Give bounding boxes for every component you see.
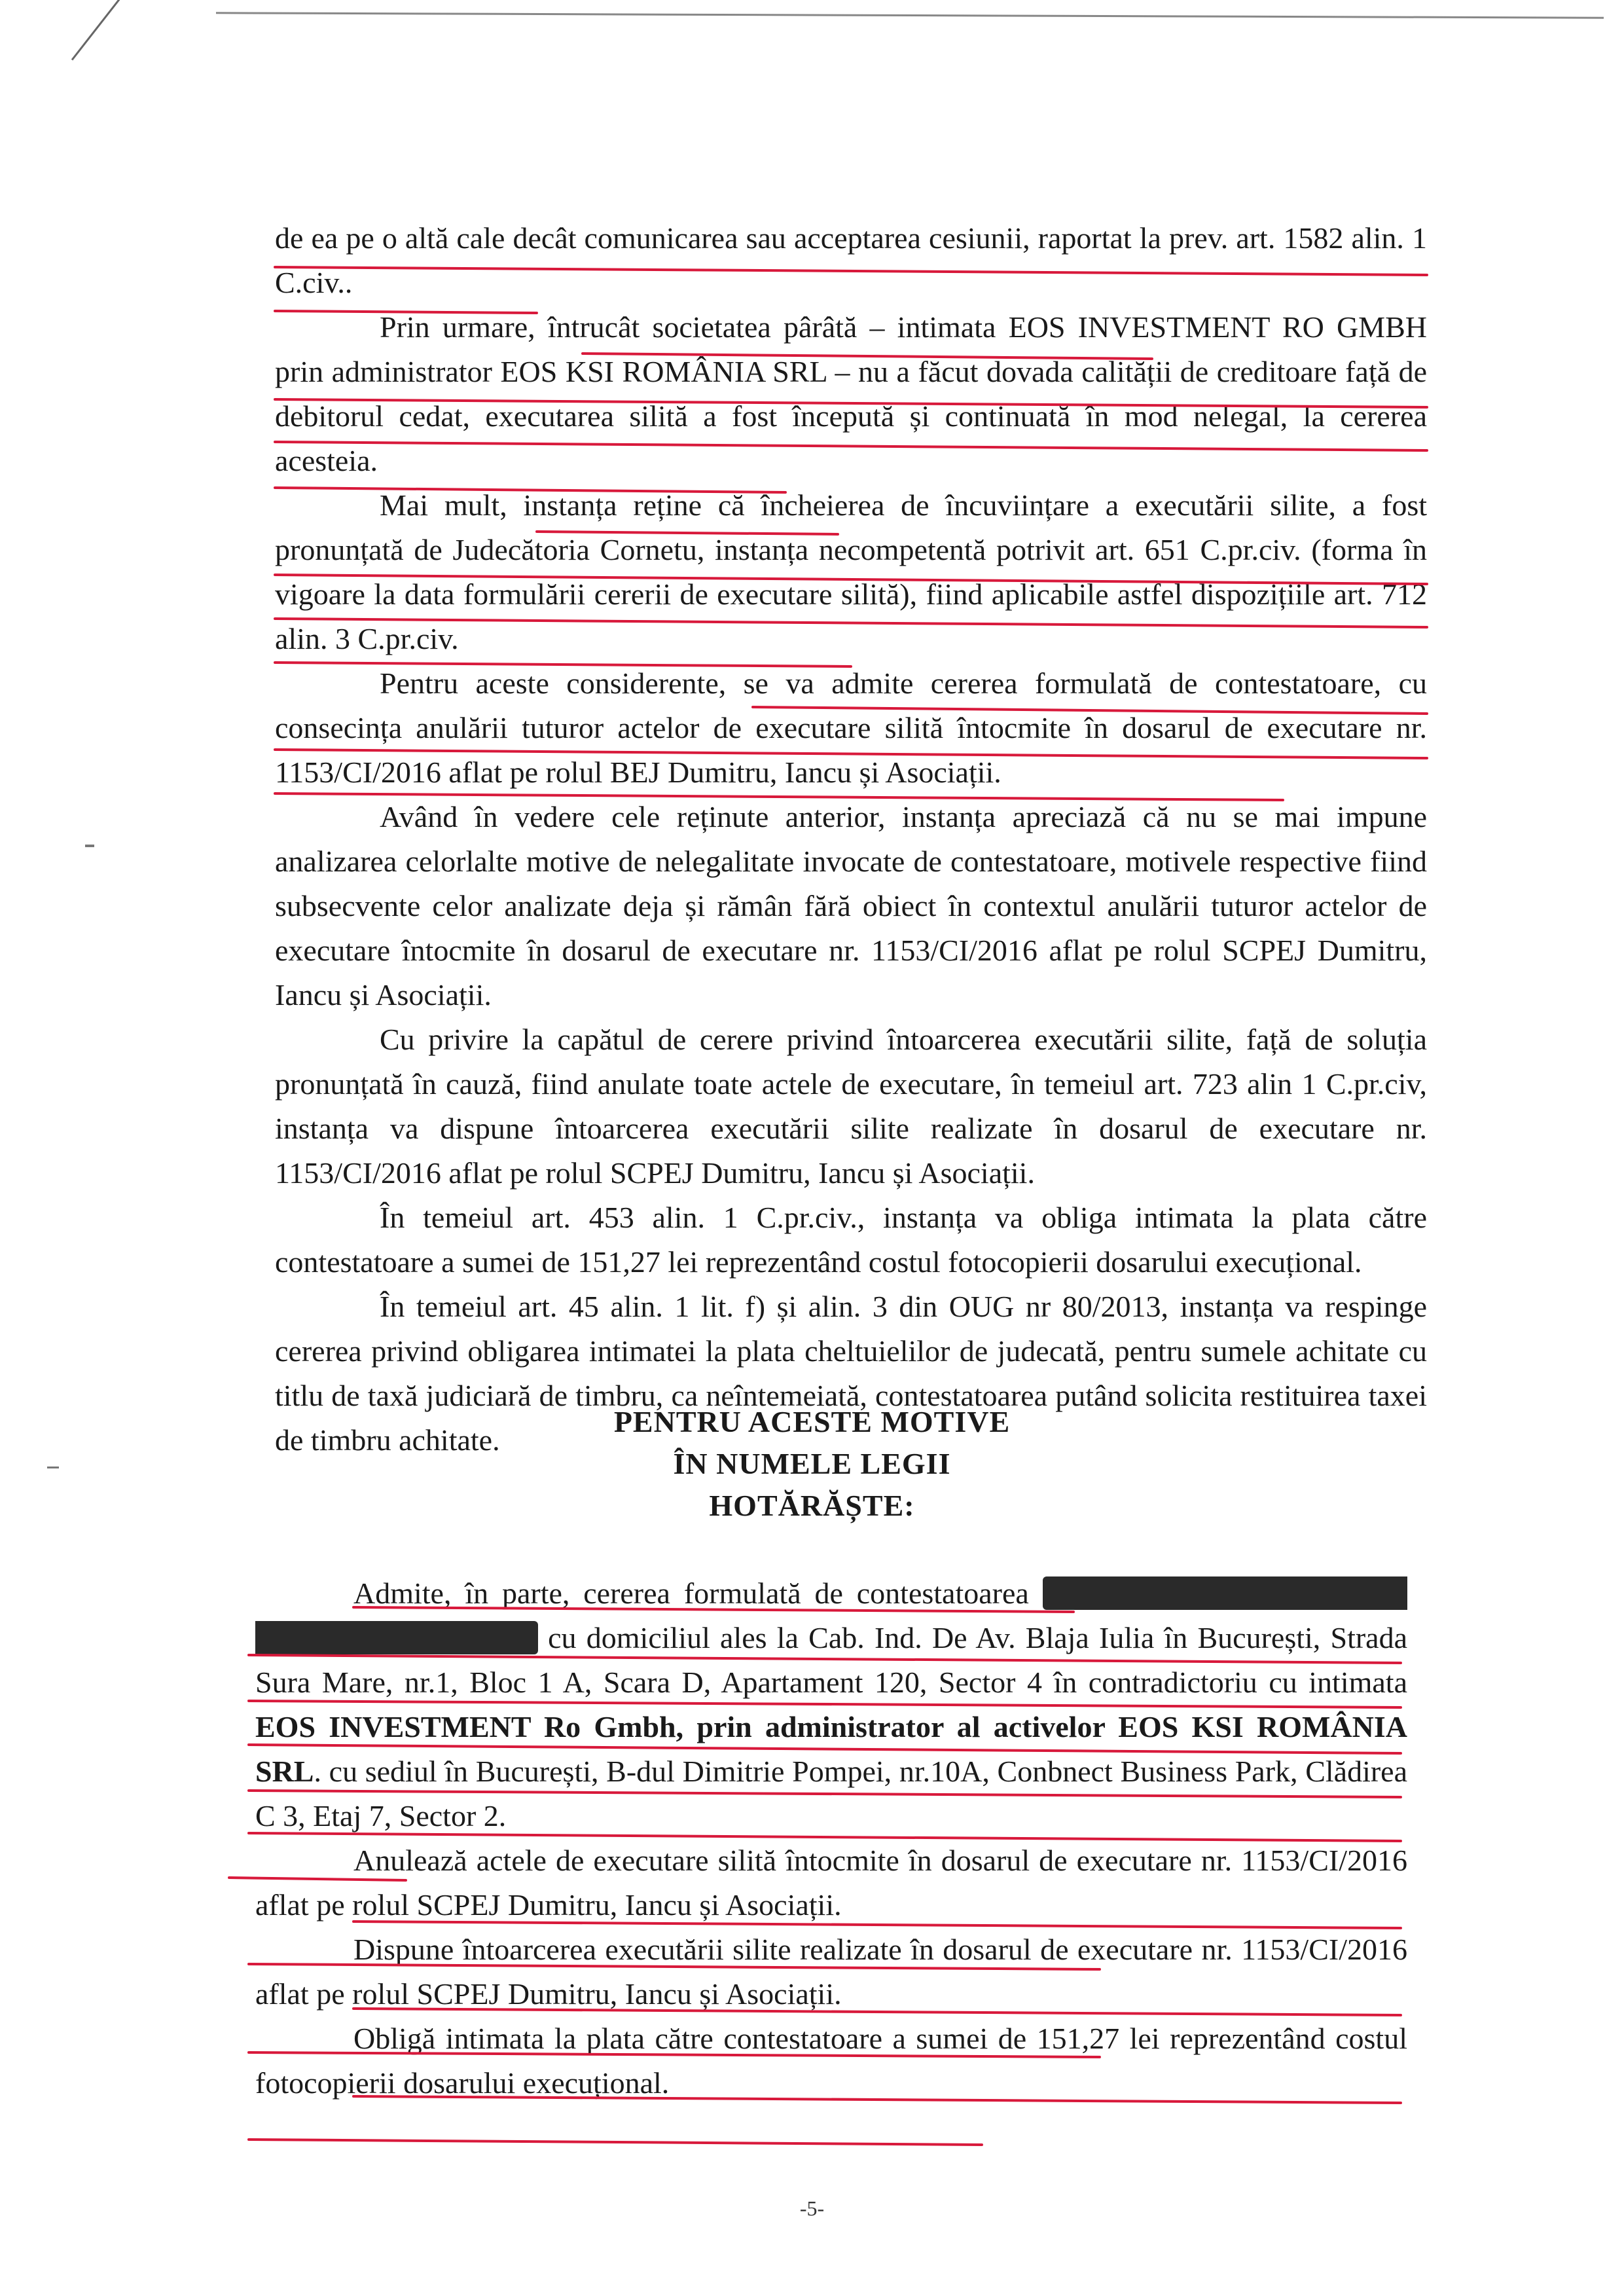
intimata-name: EOS INVESTMENT Ro Gmbh, prin administrator al activelor EOS KSI ROMÂNIA SRL: [255, 1710, 1407, 1788]
page-number: -5-: [799, 2196, 825, 2220]
admite-end: . cu sediul în București, B-dul Dimitrie Pompei, nr.10A, Conbnect Business Park, Clădirea C 3, Etaj 7, Sector 2.: [255, 1755, 1407, 1832]
admite-paragraph: [255, 1571, 1407, 1838]
admite-mid: cu domiciliul ales la Cab. Ind. De Av. Blaja Iulia în București, Strada Sura Mare, nr.1, Bloc 1 A, Scara D, Apartament 120, Sector 4 în contradictoriu cu intimata: [255, 1621, 1408, 1699]
paragraph: de ea pe o altă cale decât comunicarea sau acceptarea cesiunii, raportat la prev. art. 1582 alin. 1 C.civ..: [275, 221, 1427, 299]
dispune-paragraph: Dispune întoarcerea executării silite realizate în dosarul de executare nr. 1153/CI/2016 aflat pe rolul SCPEJ Dumitru, Iancu și Asociații.: [255, 1933, 1407, 2011]
paragraph: Cu privire la capătul de cerere privind întoarcerea executării silite, față de soluția pronunțată în cauză, fiind anulate toate actele de executare, în temeiul art. 723 alin 1 C.pr.civ, instanța va dispune întoarcerea executării silite realizate în dosarul de executare nr. 1153/CI/2016 aflat pe rolul SCPEJ Dumitru, Iancu și Asociații.: [275, 1023, 1427, 1190]
paragraph: Mai mult, instanța reține că încheierea de încuviințare a executării silite, a fost pronunțată de Judecătoria Cornetu, instanța necompetentă potrivit art. 651 C.pr.civ. (forma în vigoare la data formulării cererii de executare silită), fiind aplicabile astfel dispozițiile art. 712 alin. 3 C.pr.civ.: [275, 488, 1427, 655]
heading-line: ÎN NUMELE LEGII: [673, 1447, 951, 1480]
anuleaza-paragraph: Anulează actele de executare silită întocmite în dosarul de executare nr. 1153/CI/2016 aflat pe rolul SCPEJ Dumitru, Iancu și Asociații.: [255, 1844, 1407, 1922]
dispositive-section: [255, 1571, 1407, 2105]
paragraph: Prin urmare, întrucât societatea pârâtă – intimata EOS INVESTMENT RO GMBH prin administrator EOS KSI ROMÂNIA SRL – nu a făcut dovada calității de creditoare față de debitorul cedat, executarea silită a fost începută și continuată în mod nelegal, la cererea acesteia.: [275, 310, 1427, 477]
ruling-heading: [0, 1401, 1624, 1527]
scan-dot: [85, 845, 94, 847]
scan-edge-line: [216, 12, 1604, 18]
paragraph: Având în vedere cele reținute anterior, instanța apreciază că nu se mai impune analizarea celorlalte motive de nelegalitate invocate de contestatoare, motivele respective fiind subsecvente celor analizate deja și rămân fără obiect în contextul anulării tuturor actelor de executare întocmite în dosarul de executare nr. 1153/CI/2016 aflat pe rolul SCPEJ Dumitru, Iancu și Asociații.: [275, 800, 1427, 1011]
admite-start: Admite, în parte, cererea formulată de contestatoarea: [353, 1576, 1029, 1610]
paragraph: În temeiul art. 45 alin. 1 lit. f) și alin. 3 din OUG nr 80/2013, instanța va respinge cererea privind obligarea intimatei la plata cheltuielilor de judecată, pentru sumele achitate cu titlu de taxă judiciară de timbru, ca neîntemeiată, contestatoarea putând solicita restituirea taxei de timbru achitate.: [275, 1290, 1427, 1457]
scan-corner-mark: [71, 0, 162, 60]
underline-stroke: [249, 2140, 982, 2145]
heading-line: PENTRU ACESTE MOTIVE: [613, 1405, 1011, 1438]
paragraph: În temeiul art. 453 alin. 1 C.pr.civ., instanța va obliga intimata la plata către contestatoare a sumei de 151,27 lei reprezentând costul fotocopierii dosarului execuțional.: [275, 1201, 1427, 1279]
reasoning-section: [275, 216, 1427, 1463]
paragraph: Pentru aceste considerente, se va admite cererea formulată de contestatoare, cu consecința anulării tuturor actelor de executare silită întocmite în dosarul de executare nr. 1153/CI/2016 aflat pe rolul BEJ Dumitru, Iancu și Asociații.: [275, 666, 1427, 789]
heading-line: HOTĂRĂȘTE:: [709, 1489, 915, 1522]
obliga-paragraph: Obligă intimata la plata către contestatoare a sumei de 151,27 lei reprezentând costul fotocopierii dosarului execuțional.: [255, 2022, 1407, 2100]
